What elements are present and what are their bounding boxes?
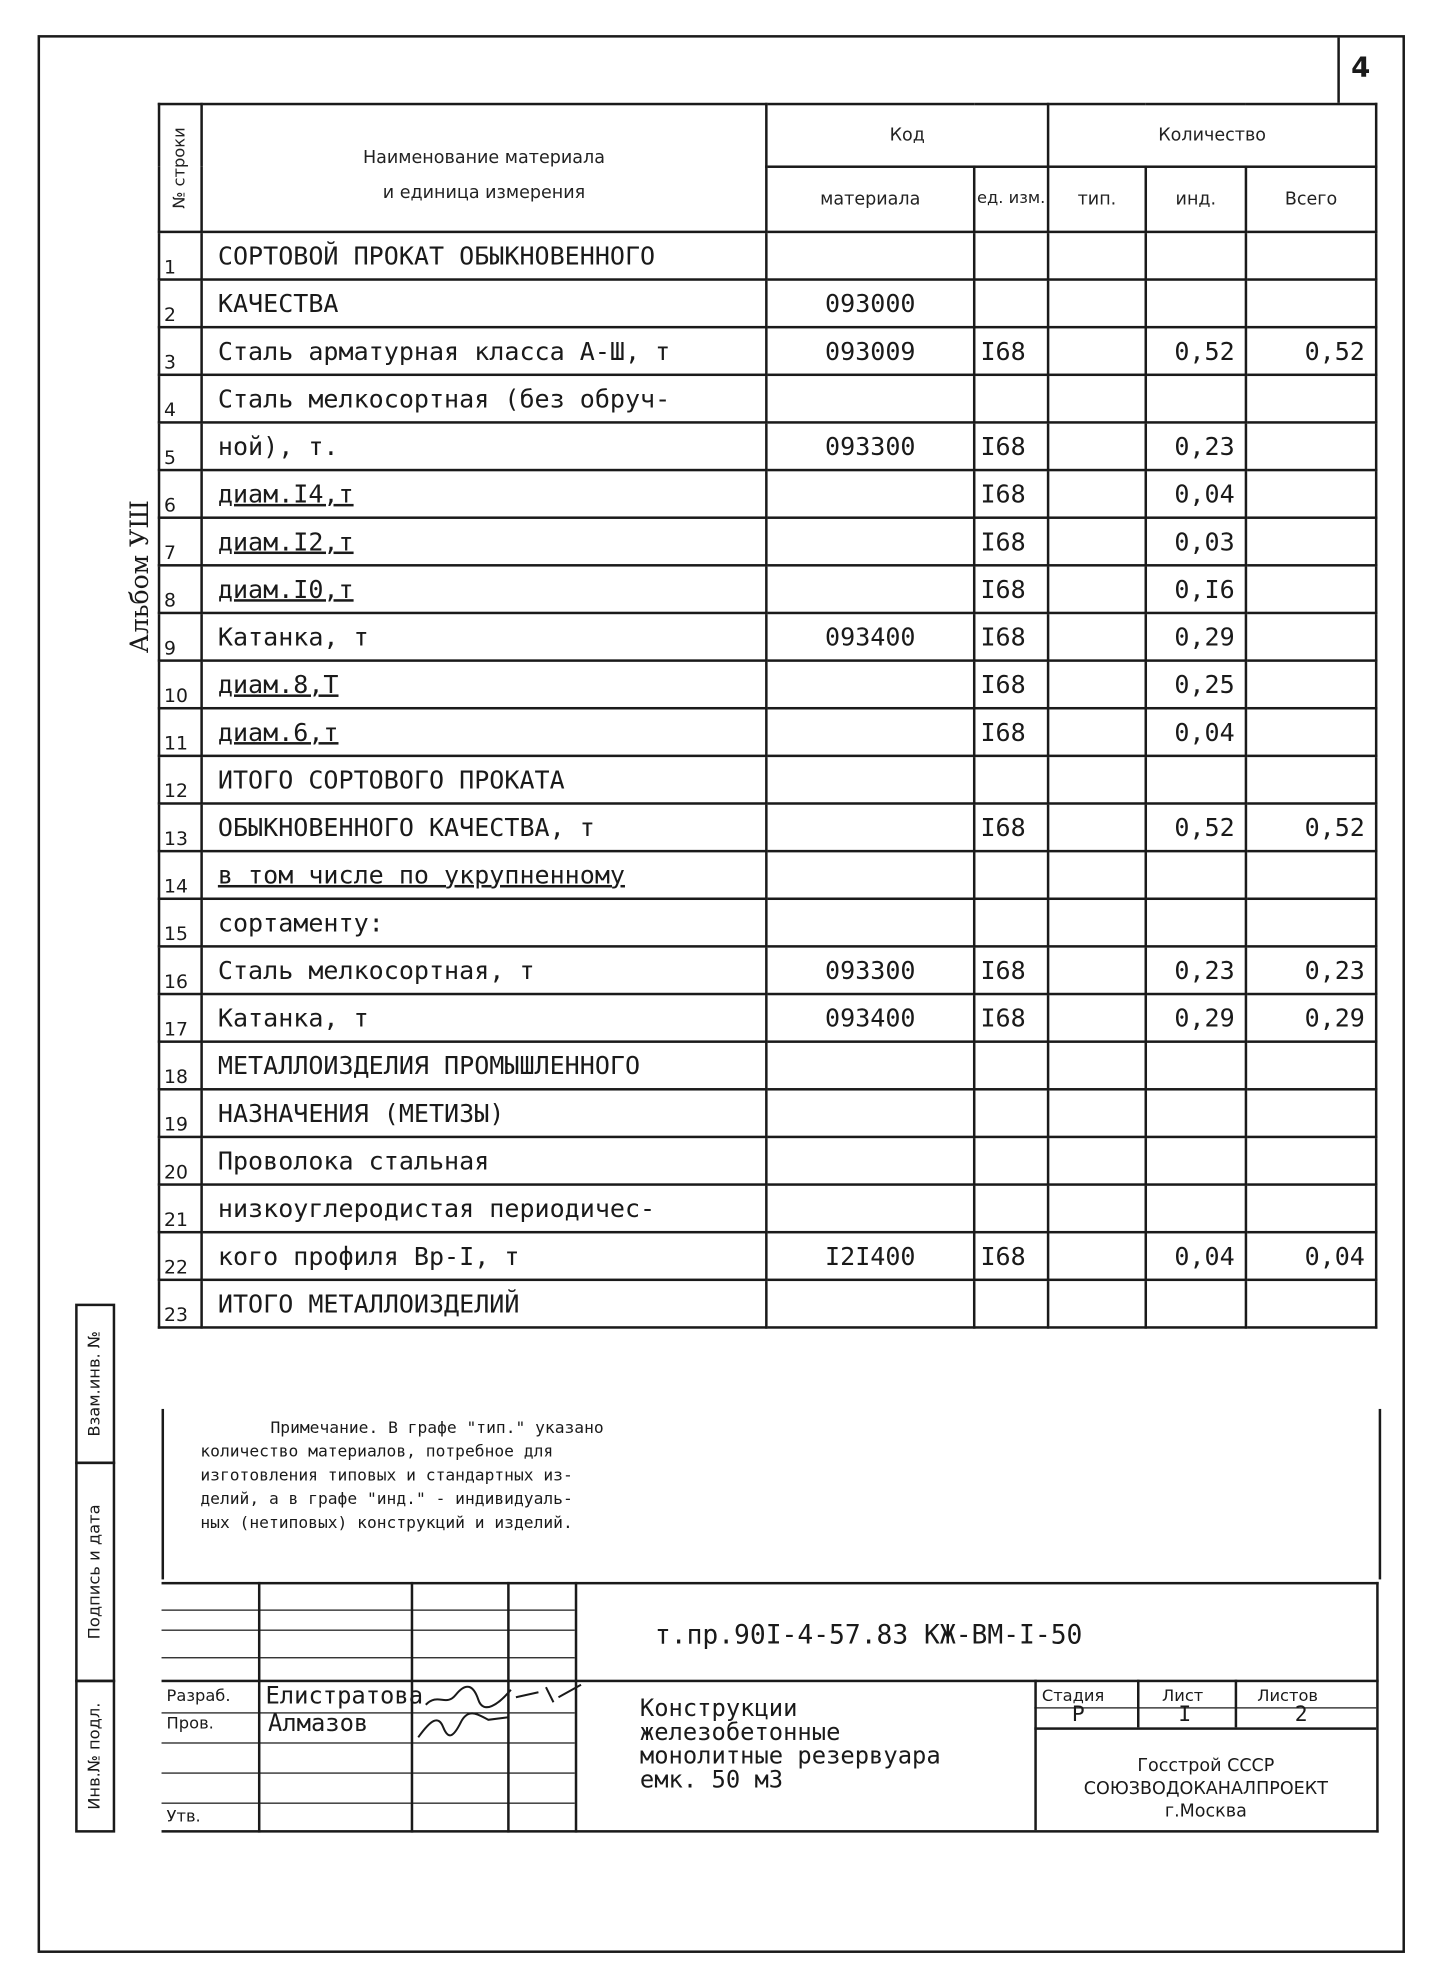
total-quantity-cell: [1246, 1280, 1376, 1328]
header-material-code: материала: [766, 167, 974, 232]
unit-code-cell: [974, 756, 1048, 804]
unit-code-cell: [974, 375, 1048, 423]
table-row: [159, 899, 1376, 947]
table-row: [159, 756, 1376, 804]
material-code-cell: [766, 375, 974, 423]
row-number-cell: 1: [159, 232, 202, 280]
sheet-number: 4: [1351, 52, 1371, 84]
table-row: [159, 565, 1376, 613]
title-block-grid-line: [162, 1609, 575, 1610]
note-line: делий, а в графе "инд." - индивидуаль-: [200, 1490, 573, 1510]
typical-quantity-cell: [1048, 661, 1146, 709]
individual-quantity-cell: 0,52: [1146, 803, 1246, 851]
material-code-cell: [766, 851, 974, 899]
approved-label: Утв.: [166, 1807, 201, 1827]
material-code-cell: [766, 232, 974, 280]
material-code-cell: [766, 1137, 974, 1185]
row-number-cell: 17: [159, 994, 202, 1042]
unit-code-cell: I68: [974, 565, 1048, 613]
note: [200, 1416, 726, 1535]
document-title: Конструкции железобетонные монолитные резервуара емк. 50 м3: [639, 1694, 941, 1794]
total-quantity-cell: [1246, 661, 1376, 709]
title-block-grid-line: [162, 1742, 575, 1743]
total-quantity-cell: 0,29: [1246, 994, 1376, 1042]
materials-table: [158, 103, 1378, 1329]
row-number-cell: 8: [159, 565, 202, 613]
total-quantity-cell: 0,23: [1246, 946, 1376, 994]
header-material-name: Наименование материала и единица измерения: [202, 104, 767, 232]
title-block-grid-line: [162, 1657, 575, 1658]
individual-quantity-cell: [1146, 1137, 1246, 1185]
material-name-cell: диам.I4,т: [202, 470, 767, 518]
typical-quantity-cell: [1048, 994, 1146, 1042]
total-quantity-cell: [1246, 851, 1376, 899]
row-number-cell: 21: [159, 1185, 202, 1233]
table-row: [159, 232, 1376, 280]
title-block-grid-line: [162, 1630, 575, 1631]
typical-quantity-cell: [1048, 851, 1146, 899]
material-code-cell: [766, 1089, 974, 1137]
material-code-cell: [766, 1280, 974, 1328]
unit-code-cell: I68: [974, 946, 1048, 994]
row-number-cell: 12: [159, 756, 202, 804]
material-code-cell: [766, 661, 974, 709]
material-name-cell: Сталь мелкосортная, т: [202, 946, 767, 994]
typical-quantity-cell: [1048, 613, 1146, 661]
note-line: изготовления типовых и стандартных из-: [200, 1466, 573, 1486]
unit-code-cell: [974, 1137, 1048, 1185]
individual-quantity-cell: [1146, 1185, 1246, 1233]
unit-code-cell: [974, 851, 1048, 899]
table-row: [159, 1185, 1376, 1233]
table-row: [159, 280, 1376, 328]
individual-quantity-cell: [1146, 232, 1246, 280]
document-code: т.пр.90I-4-57.83 КЖ-ВМ-I-50: [654, 1619, 1083, 1650]
table-row: [159, 946, 1376, 994]
total-quantity-cell: [1246, 1137, 1376, 1185]
table-row: [159, 327, 1376, 375]
material-name-cell: диам.6,т: [202, 708, 767, 756]
material-name-cell: кого профиля Вр-I, т: [202, 1232, 767, 1280]
row-number-cell: 20: [159, 1137, 202, 1185]
material-name-cell: КАЧЕСТВА: [202, 280, 767, 328]
material-name-cell: Сталь арматурная класса А-Ш, т: [202, 327, 767, 375]
total-quantity-cell: [1246, 613, 1376, 661]
title-block-bottom-border: [162, 1830, 1379, 1833]
individual-quantity-cell: 0,23: [1146, 946, 1246, 994]
unit-code-cell: I68: [974, 803, 1048, 851]
table-row: [159, 851, 1376, 899]
typical-quantity-cell: [1048, 470, 1146, 518]
row-number-cell: 22: [159, 1232, 202, 1280]
material-name-cell: ной), т.: [202, 422, 767, 470]
material-code-cell: 093400: [766, 994, 974, 1042]
title-block-grid-line: [258, 1582, 261, 1833]
table-row: [159, 1089, 1376, 1137]
typical-quantity-cell: [1048, 946, 1146, 994]
signature-checker: [413, 1710, 513, 1743]
typical-quantity-cell: [1048, 280, 1146, 328]
individual-quantity-cell: 0,29: [1146, 994, 1246, 1042]
total-quantity-cell: [1246, 232, 1376, 280]
row-number-cell: 6: [159, 470, 202, 518]
material-name-cell: ИТОГО МЕТАЛЛОИЗДЕЛИЙ: [202, 1280, 767, 1328]
header-typical: тип.: [1048, 167, 1146, 232]
material-name-cell: Проволока стальная: [202, 1137, 767, 1185]
unit-code-cell: I68: [974, 994, 1048, 1042]
material-name-cell: Катанка, т: [202, 994, 767, 1042]
table-row: [159, 613, 1376, 661]
note-line: ных (нетиповых) конструкций и изделий.: [200, 1514, 573, 1534]
title-block-grid-line: [1137, 1680, 1140, 1728]
unit-code-cell: I68: [974, 470, 1048, 518]
header-unit: ед. изм.: [974, 167, 1048, 232]
note-line: Примечание. В графе "тип." указано: [270, 1418, 604, 1438]
material-code-cell: 093000: [766, 280, 974, 328]
individual-quantity-cell: 0,03: [1146, 518, 1246, 566]
total-quantity-cell: 0,52: [1246, 803, 1376, 851]
material-name-cell: диам.I2,т: [202, 518, 767, 566]
unit-code-cell: I68: [974, 422, 1048, 470]
typical-quantity-cell: [1048, 1042, 1146, 1090]
total-quantity-cell: [1246, 565, 1376, 613]
total-quantity-cell: 0,52: [1246, 327, 1376, 375]
individual-quantity-cell: 0,I6: [1146, 565, 1246, 613]
unit-code-cell: I68: [974, 327, 1048, 375]
total-quantity-cell: 0,04: [1246, 1232, 1376, 1280]
total-quantity-cell: [1246, 518, 1376, 566]
total-quantity-cell: [1246, 756, 1376, 804]
sheet-number-divider: [1337, 38, 1340, 103]
materials-table-body: [159, 232, 1376, 1328]
material-name-cell: ИТОГО СОРТОВОГО ПРОКАТА: [202, 756, 767, 804]
checked-label: Пров.: [166, 1714, 214, 1734]
typical-quantity-cell: [1048, 1185, 1146, 1233]
note-line: количество материалов, потребное для: [200, 1442, 554, 1462]
material-name-cell: низкоуглеродистая периодичес-: [202, 1185, 767, 1233]
total-quantity-cell: [1246, 899, 1376, 947]
table-row: [159, 803, 1376, 851]
row-number-cell: 10: [159, 661, 202, 709]
individual-quantity-cell: 0,52: [1146, 327, 1246, 375]
material-name-cell: ОБЫКНОВЕННОГО КАЧЕСТВА, т: [202, 803, 767, 851]
table-row: [159, 470, 1376, 518]
sheet-value: I: [1178, 1702, 1192, 1728]
header-individual: инд.: [1146, 167, 1246, 232]
material-code-cell: 093400: [766, 613, 974, 661]
typical-quantity-cell: [1048, 565, 1146, 613]
title-block-right-border: [1376, 1582, 1379, 1833]
typical-quantity-cell: [1048, 1089, 1146, 1137]
material-code-cell: 093300: [766, 422, 974, 470]
row-number-cell: 13: [159, 803, 202, 851]
individual-quantity-cell: [1146, 375, 1246, 423]
material-code-cell: [766, 470, 974, 518]
total-quantity-cell: [1246, 470, 1376, 518]
unit-code-cell: I68: [974, 1232, 1048, 1280]
row-number-cell: 3: [159, 327, 202, 375]
unit-code-cell: [974, 1089, 1048, 1137]
total-quantity-cell: [1246, 708, 1376, 756]
material-code-cell: [766, 565, 974, 613]
row-number-cell: 19: [159, 1089, 202, 1137]
organization: Госстрой СССР СОЮЗВОДОКАНАЛПРОЕКТ г.Москва: [1083, 1756, 1328, 1822]
row-number-cell: 4: [159, 375, 202, 423]
typical-quantity-cell: [1048, 422, 1146, 470]
material-code-cell: [766, 899, 974, 947]
header-quantity: Количество: [1048, 104, 1376, 167]
unit-code-cell: I68: [974, 518, 1048, 566]
typical-quantity-cell: [1048, 518, 1146, 566]
row-number-cell: 18: [159, 1042, 202, 1090]
table-row: [159, 1042, 1376, 1090]
individual-quantity-cell: [1146, 899, 1246, 947]
typical-quantity-cell: [1048, 327, 1146, 375]
row-number-cell: 9: [159, 613, 202, 661]
individual-quantity-cell: [1146, 1042, 1246, 1090]
typical-quantity-cell: [1048, 899, 1146, 947]
material-code-cell: I2I400: [766, 1232, 974, 1280]
title-block-top-border: [162, 1582, 1379, 1585]
material-name-cell: сортаменту:: [202, 899, 767, 947]
typical-quantity-cell: [1048, 232, 1146, 280]
individual-quantity-cell: 0,23: [1146, 422, 1246, 470]
table-row: [159, 708, 1376, 756]
header-total: Всего: [1246, 167, 1376, 232]
typical-quantity-cell: [1048, 708, 1146, 756]
stamp-inv-replace: Взам.инв. №: [75, 1304, 115, 1464]
typical-quantity-cell: [1048, 803, 1146, 851]
developed-label: Разраб.: [166, 1687, 231, 1707]
row-number-cell: 14: [159, 851, 202, 899]
material-code-cell: [766, 1042, 974, 1090]
material-name-cell: диам.I0,т: [202, 565, 767, 613]
sheet-label: Лист: [1162, 1687, 1204, 1707]
unit-code-cell: I68: [974, 613, 1048, 661]
row-number-cell: 16: [159, 946, 202, 994]
row-number-cell: 2: [159, 280, 202, 328]
total-quantity-cell: [1246, 1042, 1376, 1090]
typical-quantity-cell: [1048, 1137, 1146, 1185]
table-row: [159, 994, 1376, 1042]
individual-quantity-cell: 0,29: [1146, 613, 1246, 661]
header-code: Код: [766, 104, 1048, 167]
title-block-grid-line: [1034, 1727, 1376, 1730]
checked-name: Алмазов: [267, 1709, 369, 1738]
row-number-cell: 11: [159, 708, 202, 756]
material-name-cell: Сталь мелкосортная (без обруч-: [202, 375, 767, 423]
table-row: [159, 1232, 1376, 1280]
table-row: [159, 422, 1376, 470]
individual-quantity-cell: [1146, 1280, 1246, 1328]
unit-code-cell: [974, 1280, 1048, 1328]
stage-value: Р: [1071, 1702, 1085, 1728]
individual-quantity-cell: 0,04: [1146, 470, 1246, 518]
individual-quantity-cell: 0,04: [1146, 1232, 1246, 1280]
title-block-grid-line: [1235, 1680, 1238, 1728]
individual-quantity-cell: [1146, 1089, 1246, 1137]
sheets-label: Листов: [1257, 1687, 1319, 1707]
typical-quantity-cell: [1048, 1280, 1146, 1328]
material-code-cell: [766, 708, 974, 756]
total-quantity-cell: [1246, 375, 1376, 423]
unit-code-cell: [974, 280, 1048, 328]
signature-developer: [423, 1680, 586, 1713]
material-name-cell: диам.8,Т: [202, 661, 767, 709]
row-number-cell: 15: [159, 899, 202, 947]
material-code-cell: [766, 756, 974, 804]
material-name-cell: в том числе по укрупненному: [202, 851, 767, 899]
typical-quantity-cell: [1048, 756, 1146, 804]
individual-quantity-cell: [1146, 851, 1246, 899]
unit-code-cell: [974, 232, 1048, 280]
individual-quantity-cell: [1146, 756, 1246, 804]
unit-code-cell: [974, 1185, 1048, 1233]
typical-quantity-cell: [1048, 375, 1146, 423]
material-name-cell: Катанка, т: [202, 613, 767, 661]
table-row: [159, 375, 1376, 423]
total-quantity-cell: [1246, 280, 1376, 328]
title-block-grid-line: [1034, 1707, 1376, 1708]
table-row: [159, 1137, 1376, 1185]
row-number-cell: 7: [159, 518, 202, 566]
individual-quantity-cell: 0,25: [1146, 661, 1246, 709]
sheets-value: 2: [1294, 1702, 1308, 1728]
typical-quantity-cell: [1048, 1232, 1146, 1280]
unit-code-cell: I68: [974, 708, 1048, 756]
title-block-grid-line: [162, 1803, 575, 1804]
developed-name: Елистратова: [265, 1682, 424, 1710]
individual-quantity-cell: [1146, 280, 1246, 328]
material-code-cell: 093009: [766, 327, 974, 375]
unit-code-cell: [974, 899, 1048, 947]
material-code-cell: [766, 518, 974, 566]
title-block-grid-line: [162, 1772, 575, 1773]
material-name-cell: МЕТАЛЛОИЗДЕЛИЯ ПРОМЫШЛЕННОГО: [202, 1042, 767, 1090]
material-code-cell: 093300: [766, 946, 974, 994]
unit-code-cell: I68: [974, 661, 1048, 709]
album-label: Альбом УШ: [123, 500, 155, 654]
row-number-cell: 23: [159, 1280, 202, 1328]
material-name-cell: НАЗНАЧЕНИЯ (МЕТИЗЫ): [202, 1089, 767, 1137]
material-code-cell: [766, 803, 974, 851]
material-code-cell: [766, 1185, 974, 1233]
header-row-number: № строки: [159, 104, 202, 232]
stamp-signature-date: Подпись и дата: [75, 1462, 115, 1683]
total-quantity-cell: [1246, 422, 1376, 470]
row-number-cell: 5: [159, 422, 202, 470]
material-name-cell: СОРТОВОЙ ПРОКАТ ОБЫКНОВЕННОГО: [202, 232, 767, 280]
stage-label: Стадия: [1041, 1687, 1105, 1707]
table-row: [159, 518, 1376, 566]
table-row: [159, 1280, 1376, 1328]
stamp-inv-original: Инв.№ подл.: [75, 1680, 115, 1833]
unit-code-cell: [974, 1042, 1048, 1090]
total-quantity-cell: [1246, 1185, 1376, 1233]
table-row: [159, 661, 1376, 709]
total-quantity-cell: [1246, 1089, 1376, 1137]
individual-quantity-cell: 0,04: [1146, 708, 1246, 756]
